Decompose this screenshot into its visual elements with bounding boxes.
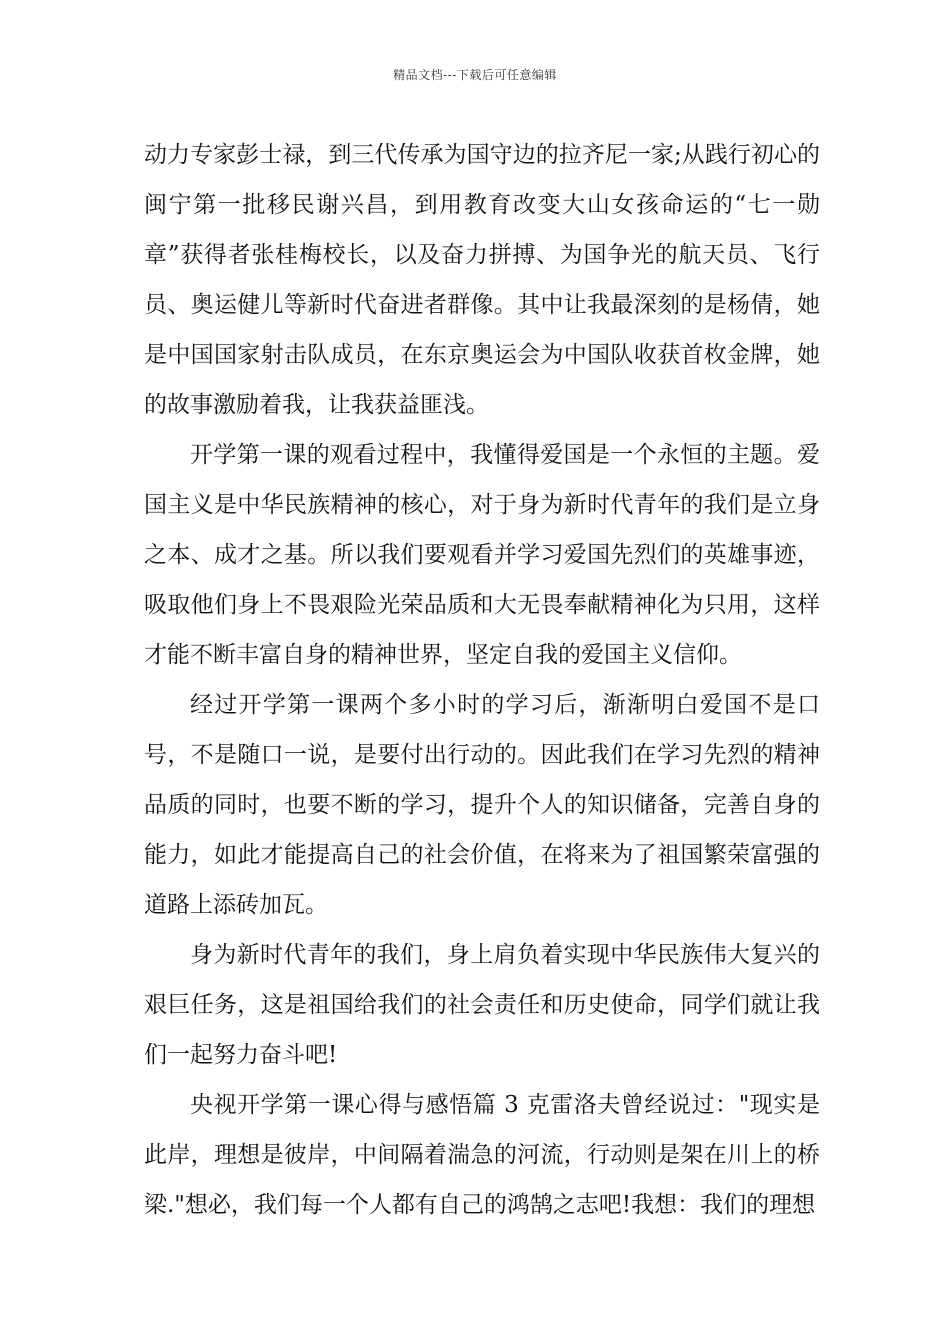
paragraph-4: 身为新时代青年的我们，身上肩负着实现中华民族伟大复兴的艰巨任务，这是祖国给我们的社会责任和历史使命，同学们就让我们一起努力奋斗吧! xyxy=(144,942,820,1068)
paragraph-3: 经过开学第一课两个多小时的学习后，渐渐明白爱国不是口号，不是随口一说，是要付出行动的。因此我们在学习先烈的精神品质的同时，也要不断的学习，提升个人的知识储备，完善自身的能力，如此才能提高自己的社会价值，在将来为了祖国繁荣富强的道路上添砖加瓦。 xyxy=(144,692,820,918)
page-header: 精品文档---下载后可任意编辑 xyxy=(393,68,557,82)
paragraph-1: 动力专家彭士禄，到三代传承为国守边的拉齐尼一家;从践行初心的闽宁第一批移民谢兴昌，到用教育改变大山女孩命运的“七一勋章”获得者张桂梅校长，以及奋力拼搏、为国争光的航天员、飞行员、奥运健儿等新时代奋进者群像。其中让我最深刻的是杨倩，她是中国国家射击队成员，在东京奥运会为中国队收获首枚金牌，她的故事激励着我，让我获益匪浅。 xyxy=(144,142,820,418)
paragraph-5: 央视开学第一课心得与感悟篇 3 克雷洛夫曾经说过："现实是此岸，理想是彼岸，中间隔着湍急的河流，行动则是架在川上的桥梁."想必，我们每一个人都有自己的鸿鹄之志吧!我想：我们的理想 xyxy=(144,1092,820,1218)
document-body xyxy=(144,130,820,1230)
paragraph-2: 开学第一课的观看过程中，我懂得爱国是一个永恒的主题。爱国主义是中华民族精神的核心，对于身为新时代青年的我们是立身之本、成才之基。所以我们要观看并学习爱国先烈们的英雄事迹，吸取他们身上不畏艰险光荣品质和大无畏奉献精神化为只用，这样才能不断丰富自身的精神世界，坚定自我的爱国主义信仰。 xyxy=(144,442,820,668)
